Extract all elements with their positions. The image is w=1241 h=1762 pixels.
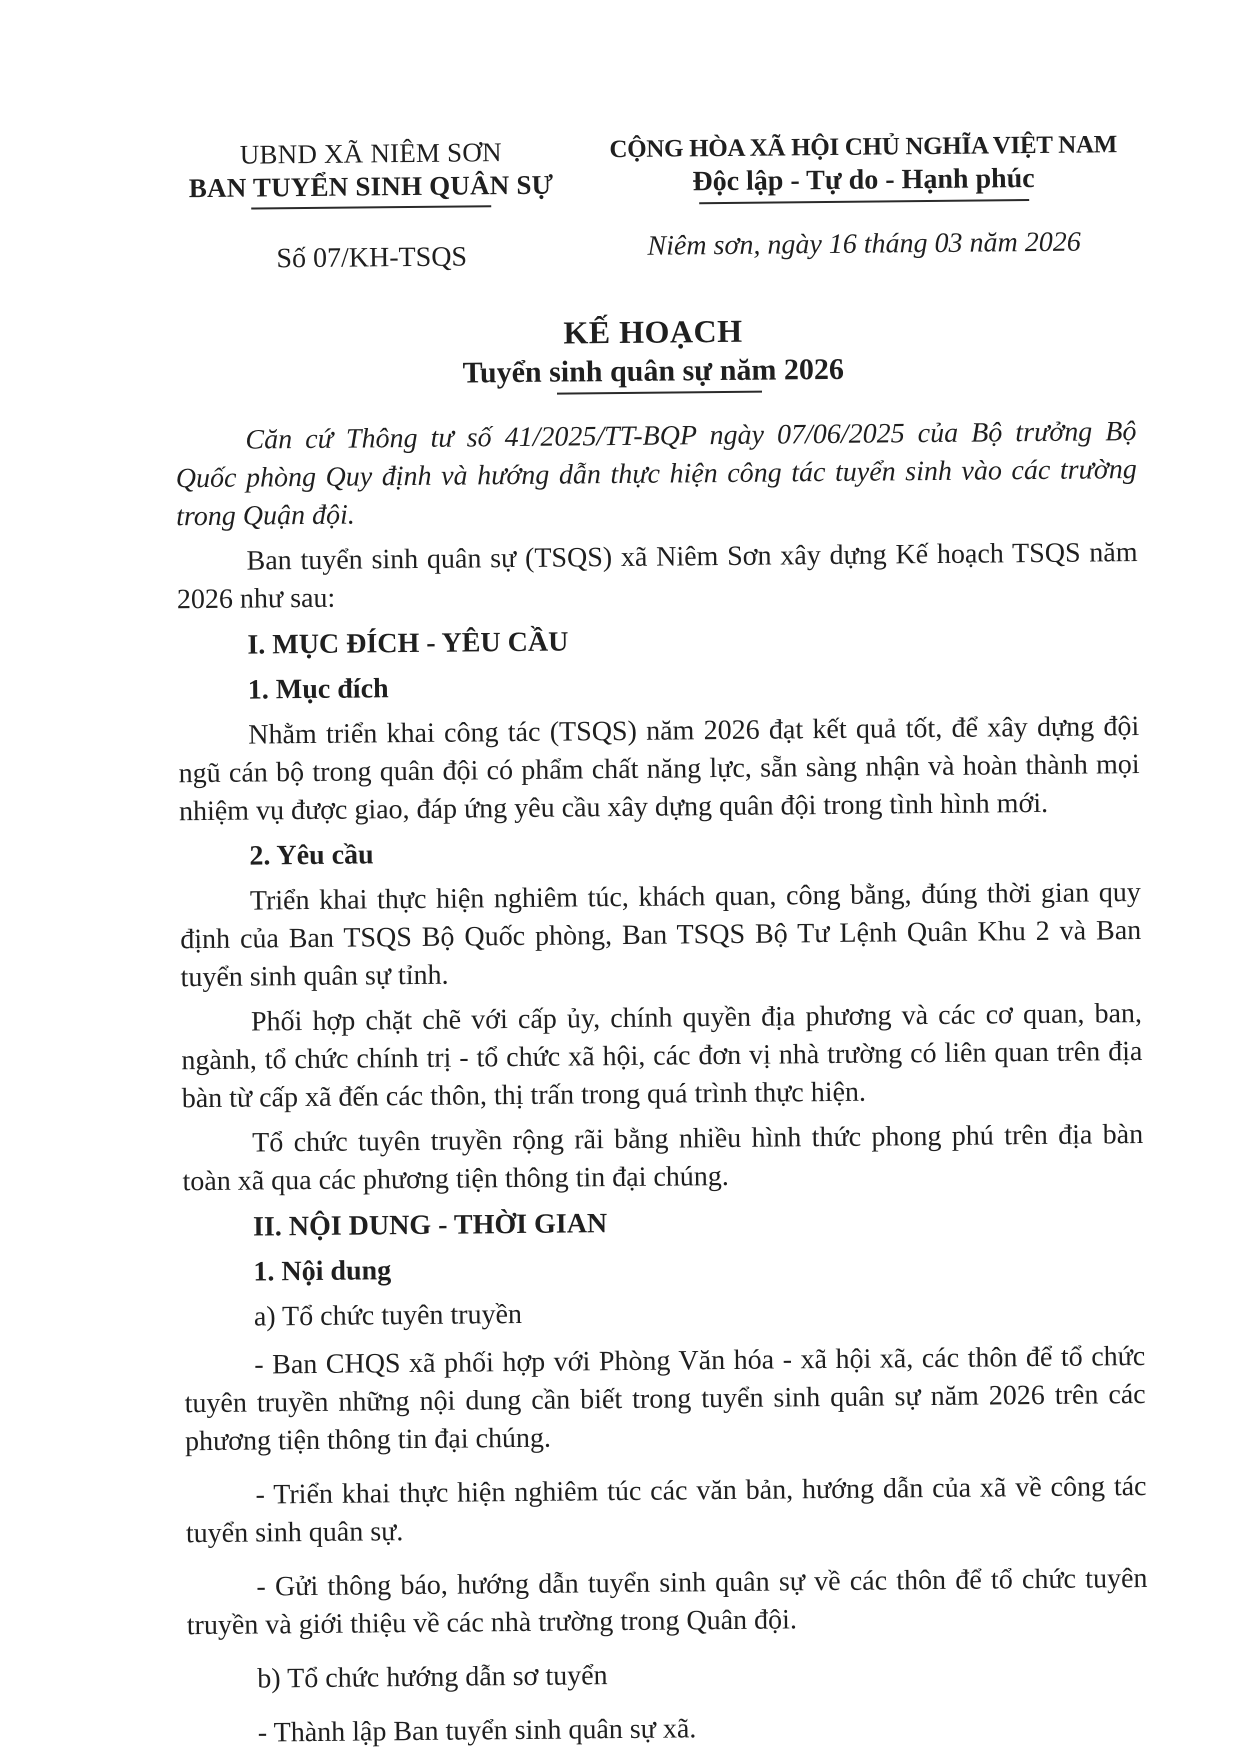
- motto-underline: [699, 199, 1029, 204]
- legal-basis-paragraph: Căn cứ Thông tư số 41/2025/TT-BQP ngày 07/06/2025 của Bộ trưởng Bộ Quốc phòng Quy định và hướng dẫn thực hiện công tác tuyển sinh vào các trường trong Quận đội.: [175, 416, 1137, 533]
- issuing-authority-block: [143, 136, 600, 276]
- intro-paragraph: Ban tuyển sinh quân sự (TSQS) xã Niêm Sơn xây dựng Kế hoạch TSQS năm 2026 như sau:: [176, 537, 1138, 616]
- document-number: Số 07/KH-TSQS: [276, 241, 468, 275]
- requirement-paragraph-2: Phối hợp chặt chẽ với cấp ủy, chính quyền địa phương và các cơ quan, ban, ngành, tổ chức chính trị - tổ chức xã hội, các đơn vị nhà trường có liên quan trên địa bàn từ cấp xã đến các thôn, thị trấn trong quá trình thực hiện.: [181, 998, 1143, 1115]
- item-a-heading: a) Tổ chức tuyên truyền: [253, 1298, 523, 1333]
- authority-parent-name: UBND XÃ NIÊM SƠN: [239, 137, 502, 170]
- requirement-paragraph-3: Tổ chức tuyên truyền rộng rãi bằng nhiều hình thức phong phú trên địa bàn toàn xã qua các phương tiện thông tin đại chúng.: [182, 1119, 1144, 1198]
- section-2-heading: II. NỘI DUNG - THỜI GIAN: [252, 1208, 608, 1243]
- item-b-bullet-1: - Thành lập Ban tuyển sinh quân sự xã.: [257, 1713, 697, 1749]
- section-1-2-heading: 2. Yêu cầu: [249, 839, 374, 872]
- document-type-title: KẾ HOẠCH: [563, 312, 743, 351]
- item-a-bullet-3: - Gửi thông báo, hướng dẫn tuyển sinh quân sự về các thôn để tổ chức tuyên truyền và giới thiệu về các nhà trường trong Quân đội.: [186, 1562, 1148, 1642]
- authority-underline: [251, 205, 491, 209]
- national-title: CỘNG HÒA XÃ HỘI CHỦ NGHĨA VIỆT NAM: [609, 131, 1118, 164]
- document-subject-title: Tuyển sinh quân sự năm 2026: [462, 352, 845, 390]
- section-2-1-heading: 1. Nội dung: [253, 1255, 392, 1288]
- item-a-bullet-1: - Ban CHQS xã phối hợp với Phòng Văn hóa - xã hội xã, các thôn để tổ chức tuyên truyền những nội dung cần biết trong tuyển sinh quân sự năm 2026 trên các phương tiện thông tin đại chúng.: [184, 1340, 1146, 1458]
- item-a-bullet-2: - Triển khai thực hiện nghiêm túc các văn bản, hướng dẫn của xã về công tác tuyển sinh quân sự.: [185, 1470, 1147, 1550]
- item-b-heading: b) Tổ chức hướng dẫn sơ tuyển: [257, 1660, 608, 1695]
- place-and-date: Niêm sơn, ngày 16 tháng 03 năm 2026: [647, 226, 1081, 262]
- national-motto: Độc lập - Tự do - Hạnh phúc: [692, 163, 1035, 198]
- national-motto-block: [599, 131, 1129, 272]
- requirement-paragraph-1: Triển khai thực hiện nghiêm túc, khách quan, công bằng, đúng thời gian quy định của Ban TSQS Bộ Quốc phòng, Ban TSQS Bộ Tư Lệnh Quân Khu 2 và Ban tuyển sinh quân sự tỉnh.: [180, 877, 1142, 994]
- document-body: [0, 388, 1241, 1755]
- document-header: [0, 0, 1237, 278]
- purpose-paragraph: Nhằm triển khai công tác (TSQS) năm 2026 đạt kết quả tốt, để xây dựng đội ngũ cán bộ trong quân đội có phẩm chất năng lực, sẵn sàng nhận và hoàn thành mọi nhiệm vụ được giao, đáp ứng yêu cầu xây dựng quân đội trong tình hình mới.: [178, 711, 1140, 828]
- section-1-1-heading: 1. Mục đích: [247, 673, 389, 706]
- document-title-block: [0, 308, 1238, 400]
- authority-name: BAN TUYỂN SINH QUÂN SỰ: [188, 169, 554, 204]
- section-1-heading: I. MỤC ĐÍCH - YÊU CẦU: [247, 626, 569, 661]
